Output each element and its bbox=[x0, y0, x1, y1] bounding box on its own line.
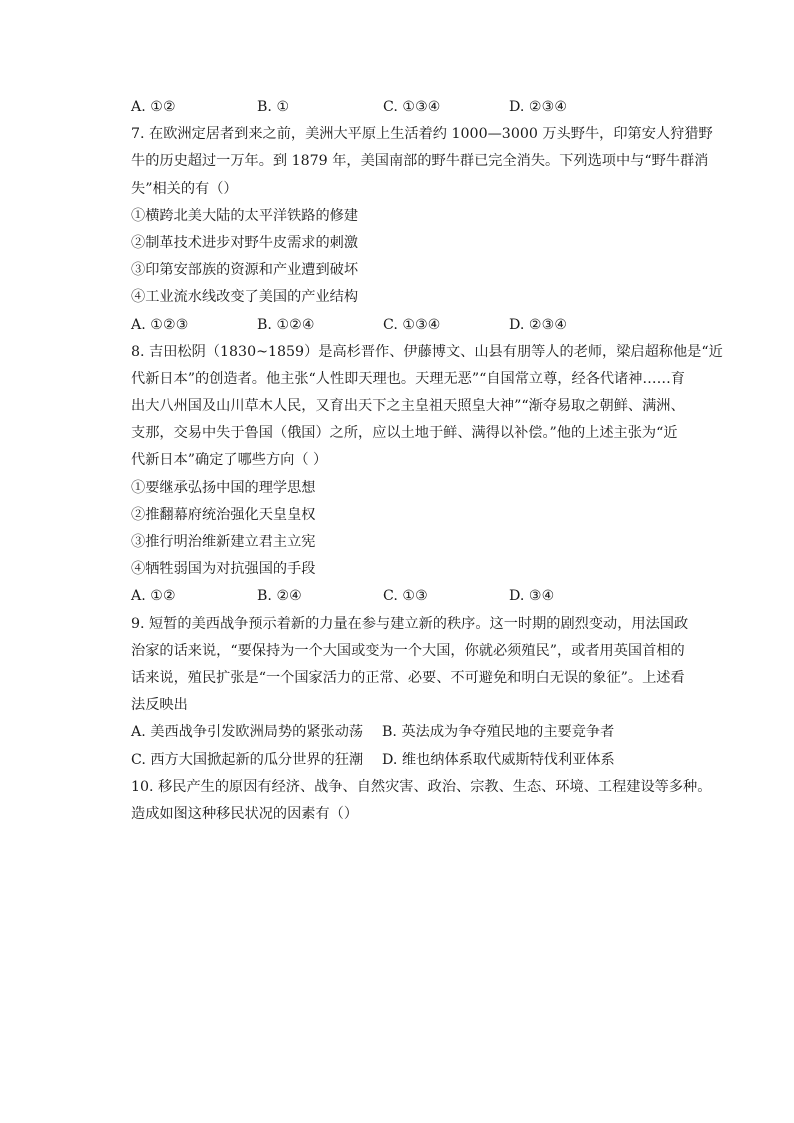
q8-item-2: ②推翻幕府统治强化天皇皇权 bbox=[131, 506, 316, 523]
q9-option-c: C. 西方大国掀起新的瓜分世界的狂潮 bbox=[131, 751, 364, 768]
q8-stem-line-1: 8. 吉田松阴（1830~1859）是高杉晋作、伊藤博文、山县有朋等人的老师，梁启超称他是“近 bbox=[131, 343, 723, 360]
q9-option-b: B. 英法成为争夺殖民地的主要竞争者 bbox=[382, 724, 615, 741]
q6-options bbox=[131, 94, 696, 121]
q9-options-row-2 bbox=[131, 747, 696, 774]
q8-item-1: ①要继承弘扬中国的理学思想 bbox=[131, 479, 316, 496]
q9-stem-line-1: 9. 短暂的美西战争预示着新的力量在参与建立新的秩序。这一时期的剧烈变动，用法国政 bbox=[131, 615, 689, 632]
q8-item-4: ④牺牲弱国为对抗强国的手段 bbox=[131, 561, 316, 578]
q8-option-d: D. ③④ bbox=[509, 588, 555, 605]
q7-option-b: B. ①②④ bbox=[257, 316, 315, 333]
q6-option-b: B. ① bbox=[257, 99, 290, 115]
q8-option-c: C. ①③ bbox=[383, 588, 428, 605]
q7-stem-line-2: 牛的历史超过一万年。到 1879 年，美国南部的野牛群已完全消失。下列选项中与“野牛群消 bbox=[131, 153, 709, 170]
q9-option-a: A. 美西战争引发欧洲局势的紧张动荡 bbox=[131, 724, 364, 741]
q9-stem-line-3: 话来说，殖民扩张是“一个国家活力的正常、必要、不可避免和明白无误的象征”。上述看 bbox=[131, 669, 685, 686]
q9-option-d: D. 维也纳体系取代威斯特伐利亚体系 bbox=[382, 751, 615, 768]
q6-option-a: A. ①② bbox=[131, 99, 176, 115]
q10-stem-line-1: 10. 移民产生的原因有经济、战争、自然灾害、政治、宗教、生态、环境、工程建设等多种。 bbox=[131, 778, 712, 795]
q6-option-d: D. ②③④ bbox=[509, 99, 568, 115]
q9-stem-line-4: 法反映出 bbox=[131, 697, 188, 714]
q6-option-c: C. ①③④ bbox=[383, 99, 441, 115]
q7-option-c: C. ①③④ bbox=[383, 316, 441, 333]
q8-stem-line-5: 代新日本”确定了哪些方向（ ） bbox=[131, 452, 328, 469]
q7-options bbox=[131, 312, 696, 339]
q9-options-row-1 bbox=[131, 719, 696, 746]
q7-item-2: ②制革技术进步对野牛皮需求的刺激 bbox=[131, 234, 359, 251]
q8-stem-line-2: 代新日本”的创造者。他主张“人性即天理也。天理无恶”“自国常立尊，经各代诸神……育 bbox=[131, 370, 685, 387]
question-8 bbox=[131, 339, 723, 611]
question-10 bbox=[131, 774, 712, 828]
q7-stem-line-3: 失”相关的有（） bbox=[131, 180, 238, 197]
q8-stem-line-4: 支那，交易中失于鲁国（俄国）之所，应以土地于鲜、满得以补偿。”他的上述主张为“近 bbox=[131, 425, 678, 442]
q8-stem-line-3: 出大八州国及山川草木人民，又育出天下之主皇祖天照皇大神”“渐夺易取之朝鲜、满洲、 bbox=[131, 398, 685, 415]
q7-stem-line-1: 7. 在欧洲定居者到来之前，美洲大平原上生活着约 1000—3000 万头野牛，印第安人狩猎野 bbox=[131, 126, 713, 143]
q8-item-3: ③推行明治维新建立君主立宪 bbox=[131, 534, 316, 550]
page-content bbox=[131, 94, 723, 828]
q7-item-3: ③印第安部族的资源和产业遭到破坏 bbox=[131, 262, 359, 279]
q8-option-b: B. ②④ bbox=[257, 588, 302, 605]
question-9 bbox=[131, 611, 696, 774]
q8-option-a: A. ①② bbox=[131, 588, 176, 605]
question-7 bbox=[131, 121, 713, 339]
q7-item-4: ④工业流水线改变了美国的产业结构 bbox=[131, 289, 359, 306]
q7-option-d: D. ②③④ bbox=[509, 316, 568, 333]
q7-option-a: A. ①②③ bbox=[131, 316, 189, 333]
q7-item-1: ①横跨北美大陆的太平洋铁路的修建 bbox=[131, 207, 359, 224]
q9-stem-line-2: 治家的话来说，“要保持为一个大国或变为一个大国，你就必须殖民”，或者用英国首相的 bbox=[131, 642, 685, 659]
q10-stem-line-2: 造成如图这种移民状况的因素有（） bbox=[131, 805, 359, 822]
q8-options bbox=[131, 583, 696, 610]
